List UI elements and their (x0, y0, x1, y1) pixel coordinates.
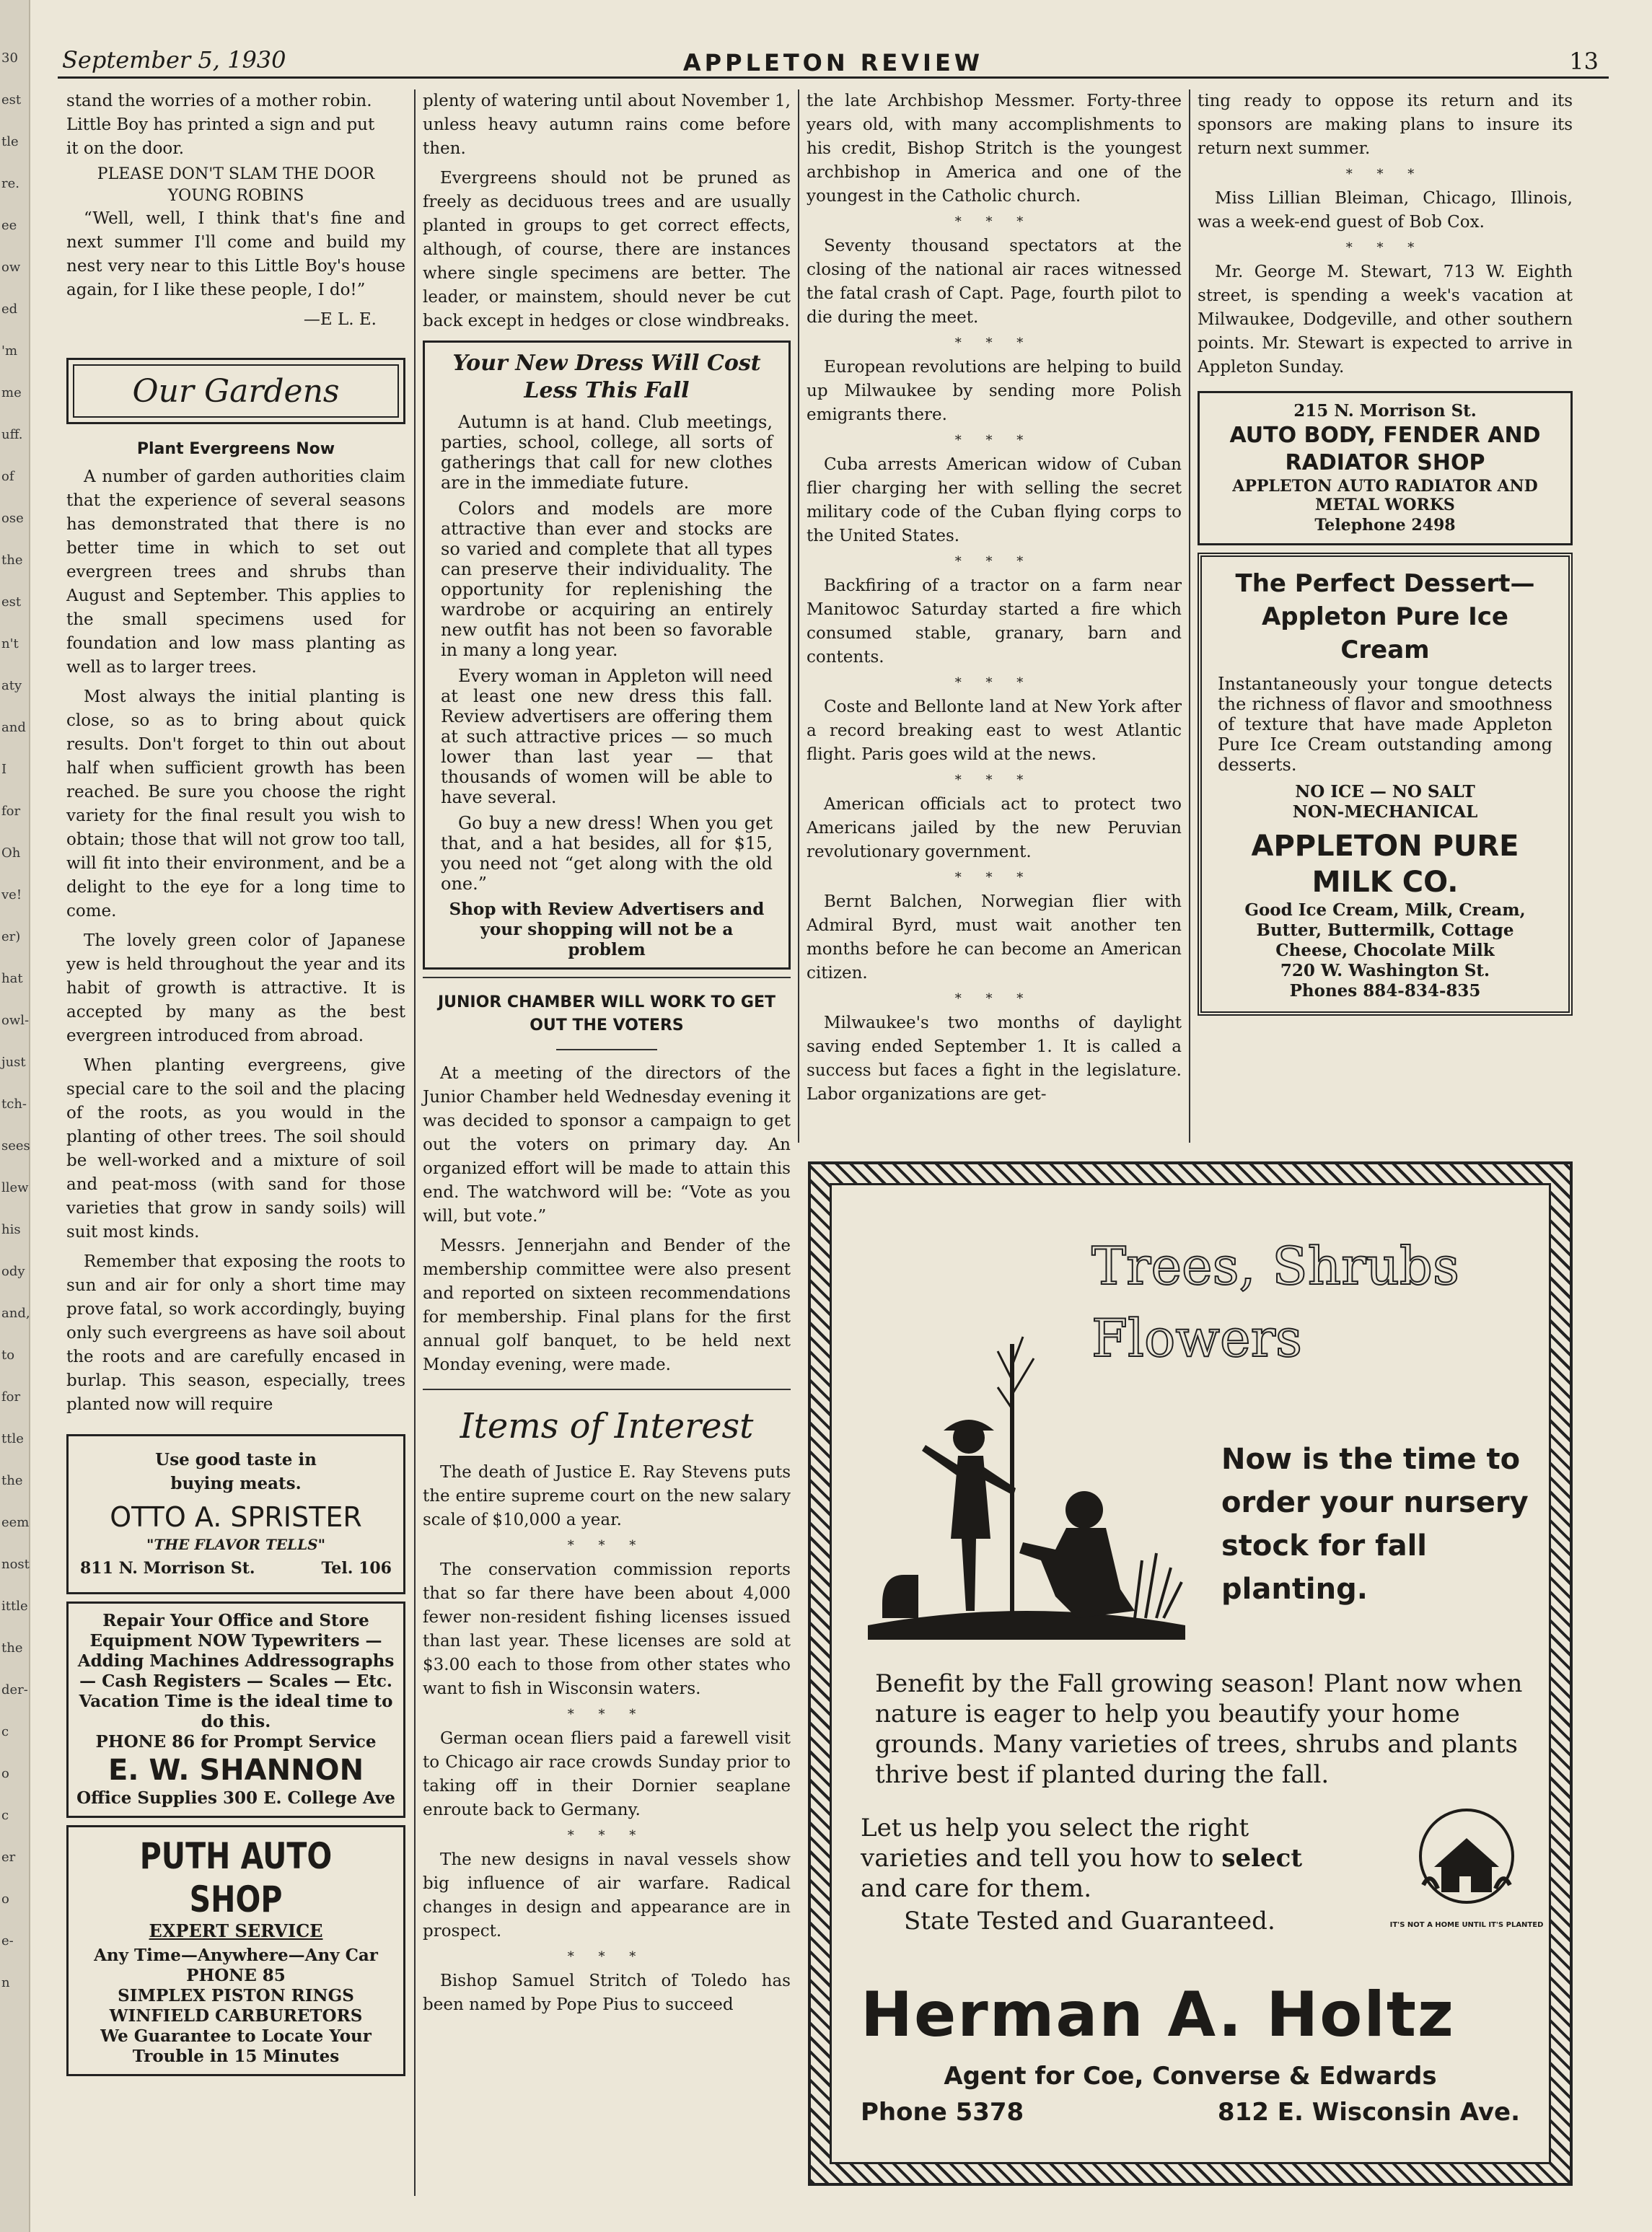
gutter-fragment: for (1, 1389, 21, 1405)
ad-address: 215 N. Morrison St. (1293, 401, 1477, 421)
news-item: Backfiring of a tractor on a farm near Manitowoc Saturday started a fire which consumed stable, granary, barn and contents. (807, 576, 1182, 667)
shannon-ad (66, 1601, 405, 1818)
ad-headline-line: Trees, Shrubs (1091, 1236, 1459, 1296)
paragraph: Autumn is at hand. Club meetings, parties, school, college, all sorts of gatherings that call for new clothes are in the immediate future. (441, 412, 773, 493)
gutter-fragment: 30 (1, 50, 18, 66)
gutter-fragment: to (1, 1348, 15, 1363)
ad-phone: Phone 5378 (861, 2098, 1024, 2127)
column-rule (798, 89, 799, 1143)
ad-line: Any Time—Anywhere—Any Car (94, 1946, 378, 1965)
paragraph: Evergreens should not be pruned as freely as deciduous trees and are usually planted in groups to get correct effects, although, of course, there are instances where single specimens are better. The leader, or mainstem, should never be cut back except in hedges or close windbreaks. (423, 169, 791, 330)
gutter-fragment: er (1, 1850, 16, 1865)
page-number: 13 (1569, 48, 1599, 75)
gutter-fragment: and (1, 720, 26, 735)
news-item: European revolutions are helping to build up Milwaukee by sending more Polish emigrants there. (807, 358, 1182, 424)
ad-line: SIMPLEX PISTON RINGS (118, 1986, 354, 2005)
paragraph: A number of garden authorities claim that the experience of several seasons has demonstrated that there is no better time in which to set out evergreen trees and shrubs than August and September. This applies to the small specimens used for foundation and low mass planting as well as to larger trees. (66, 467, 405, 677)
news-item: Mr. George M. Stewart, 713 W. Eighth street, is spending a week's vacation at Milwaukee, Dodgeville, and other southern points. Mr. Stewart is expected to arrive in Appleton Sunday. (1198, 263, 1573, 377)
gutter-fragment: aty (1, 678, 22, 693)
gutter-fragment: est (1, 92, 22, 107)
gutter-fragment: er) (1, 929, 21, 944)
gutter-fragment: eem (1, 1515, 30, 1530)
robin-lines (66, 89, 405, 161)
separator: * * * (954, 773, 1034, 788)
ad-phone: Telephone 2498 (1314, 516, 1456, 535)
separator: * * * (1345, 240, 1425, 255)
ad-headline-line: Flowers (1091, 1308, 1302, 1368)
gardens-title: Our Gardens (132, 373, 340, 410)
column-1 (66, 89, 405, 2083)
news-item: ting ready to oppose its return and its sponsors are making plans to insure its return next summer. (1198, 92, 1573, 158)
gutter-fragment: nost (1, 1557, 30, 1572)
news-item: The conservation commission reports that so far there have been about 4,000 fewer non-resident fishing licenses issued than last year. These licenses are sold at $3.00 each to those from other states who want to fish in Wisconsin waters. (423, 1560, 791, 1698)
gutter-fragment: n (1, 1975, 10, 1990)
gutter-fragment: n't (1, 636, 19, 651)
ad-text: Repair Your Office and Store Equipment NOW Typewriters — Adding Machines Addressographs — Cash Registers — Scales — Etc. Vacation Time is the ideal time to do this. (77, 1611, 395, 1731)
ad-title: The Perfect Dessert— Appleton Pure Ice Cream (1235, 569, 1535, 664)
gutter-fragment: ttle (1, 1431, 24, 1446)
paragraph: Messrs. Jennerjahn and Bender of the membership committee were also present and reported on sixteen recommendations for membership. Final plans for the first annual golf banquet, to be held next Monday evening, were made. (423, 1236, 791, 1374)
gutter-fragment: o (1, 1892, 9, 1907)
gutter-fragment: tle (1, 134, 19, 149)
separator: * * * (954, 675, 1034, 690)
paragraph: When planting evergreens, give special care to the soil and the placing of the roots, as you would in the planting of other trees. The soil should be well-worked and a mixture of soil and peat-moss (with sand for those varieties that grow in sandy soils) will suit most kinds. (66, 1056, 405, 1242)
paragraph: The lovely green color of Japanese yew is held throughout the year and its habit of growth is attractive. It is accepted by many as the best evergreen introduced from abroad. (66, 931, 405, 1045)
gutter-fragment: c (1, 1724, 9, 1739)
gutter-fragment: hat (1, 971, 23, 986)
gardens-title-box (66, 358, 405, 424)
gardeners-silhouette-icon (861, 1322, 1192, 1654)
gutter-fragment: the (1, 1640, 23, 1656)
ad-business-name: E. W. SHANNON (107, 1754, 364, 1787)
news-item: Cuba arrests American widow of Cuban flier charging her with selling the secret military code of the Cuban flying corps to the United States. (807, 455, 1182, 545)
gutter-fragment: tch- (1, 1097, 27, 1112)
gutter-fragment: ittle (1, 1599, 28, 1614)
gutter-fragment: of (1, 469, 14, 484)
ad-business-name: OTTO A. SPRISTER (110, 1501, 362, 1533)
gutter-fragment: his (1, 1222, 21, 1237)
help-text-emphasis: select (1221, 1844, 1303, 1873)
news-item: Bishop Samuel Stritch of Toledo has been named by Pope Pius to succeed (423, 1972, 791, 2014)
gutter-fragment: sees (1, 1138, 30, 1154)
signature: —E L. E. (303, 310, 377, 329)
gutter-fragment: and, (1, 1306, 30, 1321)
gardens-subhead: Plant Evergreens Now (136, 440, 335, 458)
separator: * * * (954, 991, 1034, 1006)
sign-line: PLEASE DON'T SLAM THE DOOR (97, 165, 375, 183)
holtz-nursery-ad (808, 1161, 1573, 2186)
gutter-fragment: ose (1, 511, 24, 526)
separator: * * * (954, 335, 1034, 351)
text-line: it on the door. (66, 139, 185, 158)
ad-phone: Phones 884-834-835 (1289, 981, 1481, 1001)
box-title: Your New Dress Will Cost Less This Fall (452, 351, 761, 403)
paragraph: Colors and models are more attractive than ever and stocks are so varied and complete that all types can preserve their individuality. The opportunity for replenishing the wardrobe or acquiring an entirely new outfit has not been so favorable in many a long year. (441, 498, 773, 660)
column-rule (1189, 89, 1190, 1143)
news-item: The death of Justice E. Ray Stevens puts the entire supreme court on the new salary scale of $10,000 a year. (423, 1463, 791, 1529)
gutter-fragment: uff. (1, 427, 23, 442)
ad-benefit-text: Benefit by the Fall growing season! Plant now when nature is eager to help you beautify your home grounds. Many varieties of trees, shrubs and plants thrive best if planted during the fall. (875, 1669, 1523, 1789)
ad-business-name: APPLETON PURE MILK CO. (1251, 830, 1519, 899)
gutter-fragment: ow (1, 260, 21, 275)
news-item: the late Archbishop Messmer. Forty-three years old, with many accomplishments to his credit, Bishop Stritch is the youngest archbishop in America and one of the youngest in the Catholic church. (807, 92, 1182, 206)
ad-guarantee: State Tested and Guaranteed. (904, 1907, 1275, 1936)
separator: * * * (1345, 167, 1425, 182)
separator: * * * (567, 1949, 646, 1964)
ad-subtitle: APPLETON AUTO RADIATOR AND METAL WORKS (1232, 477, 1538, 514)
robin-quote: “Well, well, I think that's fine and next summer I'll come and build my nest very near to this Little Boy's house again, for I like these people, I do!” (66, 209, 405, 299)
ad-address: 812 E. Wisconsin Ave. (1217, 2098, 1520, 2127)
paragraph: plenty of watering until about November 1, unless heavy autumn rains come before then. (423, 92, 791, 158)
house-emblem-icon (1394, 1798, 1539, 1921)
gutter-fragment: o (1, 1766, 9, 1781)
text-line: stand the worries of a mother robin. (66, 92, 372, 110)
column-2 (423, 89, 791, 2023)
separator: * * * (567, 1538, 646, 1553)
sign-line: YOUNG ROBINS (167, 187, 304, 205)
help-text-part: and care for them. (861, 1874, 1092, 1903)
gutter-fragment: ody (1, 1264, 25, 1279)
gutter-fragment: the (1, 1473, 23, 1488)
gutter-fragment: for (1, 804, 21, 819)
ad-phone: Tel. 106 (321, 1559, 392, 1578)
paragraph: Most always the initial planting is close, so as to bring about quick results. Don't forget to thin out about half when sufficient growth has been reached. Be sure you choose the right variety for the final result you wish to obtain; those that will not grow too tall, will fit into their environment, and be a delight to the eye for a long time to come. (66, 687, 405, 921)
ice-cream-ad (1198, 553, 1573, 1016)
separator: * * * (954, 554, 1034, 569)
emblem-text: IT'S NOT A HOME UNTIL IT'S PLANTED (1389, 1921, 1544, 1929)
gutter-fragment: ee (1, 218, 17, 233)
ad-order-text: Now is the time to order your nursery stock for fall planting. (1221, 1443, 1529, 1606)
ad-address: 720 W. Washington St. (1280, 961, 1490, 980)
news-item: Bernt Balchen, Norwegian flier with Admiral Byrd, must wait another ten months before he can become an American citizen. (807, 892, 1182, 983)
paragraph: Go buy a new dress! When you get that, and a hat besides, all for $15, you need not “get along with the old one.” (441, 813, 773, 894)
headline-rule (556, 1049, 657, 1050)
column-rule (414, 89, 416, 2196)
separator: * * * (954, 870, 1034, 885)
ad-products: Good Ice Cream, Milk, Cream, Butter, Buttermilk, Cottage Cheese, Chocolate Milk (1244, 900, 1526, 960)
ad-address: Office Supplies 300 E. College Ave (76, 1788, 395, 1808)
text-line: Little Boy has printed a sign and put (66, 115, 375, 134)
news-item: Miss Lillian Bleiman, Chicago, Illinois, was a week-end guest of Bob Cox. (1198, 189, 1573, 232)
sprister-ad (66, 1434, 405, 1594)
separator: * * * (954, 433, 1034, 448)
column-4 (1198, 89, 1573, 1023)
gutter-fragment: owl- (1, 1013, 30, 1028)
box-slogan: Shop with Review Advertisers and your shopping will not be a problem (449, 900, 765, 959)
ad-line: buying meats. (170, 1474, 302, 1493)
ad-line: NO ICE — NO SALT (1295, 782, 1475, 801)
ad-tagline: "THE FLAVOR TELLS" (146, 1536, 326, 1553)
news-item: Seventy thousand spectators at the closing of the national air races witnessed the fatal crash of Capt. Page, fourth pilot to die during the meet. (807, 237, 1182, 327)
gutter-fragment: der- (1, 1682, 28, 1697)
gutter-fragment: Oh (1, 845, 21, 861)
gutter-fragment: I (1, 762, 7, 777)
previous-page-edge (0, 0, 30, 2232)
ad-inner-panel (830, 1183, 1551, 2164)
auto-body-ad (1198, 391, 1573, 545)
help-text-part: Let us help you select the right varieties and tell you how to (861, 1814, 1249, 1873)
gutter-fragment: ed (1, 302, 18, 317)
separator: * * * (567, 1707, 646, 1722)
ad-business-name: AUTO BODY, FENDER AND RADIATOR SHOP (1229, 423, 1541, 475)
ad-agent-line: Agent for Coe, Converse & Edwards (944, 2062, 1437, 2091)
ad-line: PHONE 85 (186, 1966, 286, 1985)
ad-line: NON-MECHANICAL (1292, 802, 1478, 822)
items-of-interest-title: Items of Interest (460, 1406, 754, 1446)
gutter-fragment: re. (1, 176, 19, 191)
separator: * * * (954, 214, 1034, 229)
ad-line: Use good taste in (155, 1450, 317, 1469)
gutter-fragment: the (1, 553, 23, 568)
paragraph: Every woman in Appleton will need at least one new dress this fall. Review advertisers are offering them at such attractive prices — so much lower than last year — that thousands of women will be able to have several. (441, 666, 773, 807)
gutter-fragment: just (1, 1055, 26, 1070)
ad-line: WINFIELD CARBURETORS (109, 2006, 363, 2026)
gutter-fragment: c (1, 1808, 9, 1823)
ad-help-text (861, 1813, 1351, 1904)
page-header (58, 43, 1609, 79)
gutter-fragment: me (1, 385, 22, 400)
gutter-fragment: ve! (1, 887, 22, 902)
masthead: APPLETON REVIEW (682, 49, 984, 76)
issue-date: September 5, 1930 (62, 46, 286, 74)
door-sign (66, 164, 405, 207)
section-rule (423, 977, 791, 978)
ad-text: Instantaneously your tongue detects the richness of flavor and smoothness of texture that have made Appleton Pure Ice Cream outstanding among desserts. (1218, 674, 1552, 775)
news-item: Milwaukee's two months of daylight saving ended September 1. It is called a success but faces a fight in the legislature. Labor organizations are get- (807, 1014, 1182, 1104)
news-item: German ocean fliers paid a farewell visit to Chicago air race crowds Sunday prior to taking off in their Dornier seaplane enroute back to Germany. (423, 1729, 791, 1819)
ad-phone: PHONE 86 for Prompt Service (95, 1732, 377, 1752)
gutter-fragment: 'm (1, 343, 18, 359)
news-item: Coste and Bellonte land at New York after a record breaking east to west Atlantic flight. Paris goes wild at the news. (807, 698, 1182, 764)
gutter-fragment: llew (1, 1180, 29, 1195)
junior-chamber-headline: JUNIOR CHAMBER WILL WORK TO GET OUT THE VOTERS (437, 993, 776, 1034)
news-item: American officials act to protect two Americans jailed by the new Peruvian revolutionary government. (807, 795, 1182, 861)
section-rule (423, 1389, 791, 1390)
separator: * * * (567, 1828, 646, 1843)
new-dress-box (423, 340, 791, 970)
ad-business-name: Herman A. Holtz (861, 1979, 1455, 2051)
paragraph: Remember that exposing the roots to sun and air for only a short time may prove fatal, so work accordingly, buying only such evergreens as have soil about the roots and are carefully encased in burlap. This season, especially, trees planted now will require (66, 1252, 405, 1414)
column-3 (807, 89, 1182, 1112)
ad-address: 811 N. Morrison St. (80, 1559, 255, 1578)
ad-subtitle: EXPERT SERVICE (149, 1920, 323, 1941)
ad-business-name: PUTH AUTO SHOP (139, 1835, 333, 1920)
gutter-fragment: e- (1, 1933, 14, 1948)
paragraph: At a meeting of the directors of the Junior Chamber held Wednesday evening it was decided to sponsor a campaign to get out the voters on primary day. An organized effort will be made to attain this end. The watchword will be: “Vote as you will, but vote.” (423, 1064, 791, 1226)
puth-auto-ad (66, 1825, 405, 2076)
ad-line: We Guarantee to Locate Your Trouble in 15 Minutes (100, 2026, 372, 2066)
gutter-fragment: est (1, 594, 22, 610)
news-item: The new designs in naval vessels show big influence of air warfare. Radical changes in design and appearance are in prospect. (423, 1850, 791, 1941)
